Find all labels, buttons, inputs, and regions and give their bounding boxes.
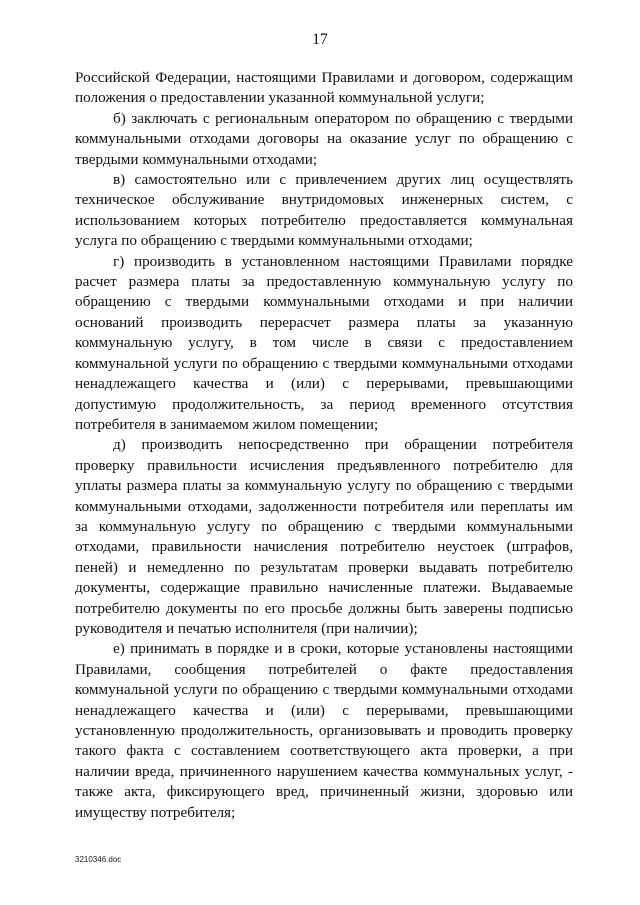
document-body: [75, 68, 573, 823]
paragraph-g: г) производить в установленном настоящими Правилами порядке расчет размера платы за предоставленную коммунальную услугу по обращению с твердыми коммунальными отходами и при наличии оснований производить перерасчет размера платы за указанную коммунальную услугу, в том числе в связи с предоставлением коммунальной услуги по обращению с твердыми коммунальными отходами ненадлежащего качества и (или) с перерывами, превышающими допустимую продолжительность, за период временного отсутствия потребителя в занимаемом жилом помещении;: [75, 252, 573, 433]
paragraph-v: в) самостоятельно или с привлечением других лиц осуществлять техническое обслуживание внутридомовых инженерных систем, с использованием которых потребителю предоставляется коммунальная услуга по обращению с твердыми коммунальными отходами;: [75, 171, 573, 250]
paragraph-d: д) производить непосредственно при обращении потребителя проверку правильности исчисления предъявленного потребителю для уплаты размера платы за коммунальную услугу по обращению с твердыми коммунальными отходами, задолженности потребителя или переплаты им за коммунальную услугу по обращению с твердыми коммунальными отходами, правильности начисления потребителю неустоек (штрафов, пеней) и немедленно по результатам проверки выдавать потребителю документы, содержащие правильно начисленные платежи. Выдаваемые потребителю документы по его просьбе должны быть заверены подписью руководителя и печатью исполнителя (при наличии);: [75, 436, 573, 637]
paragraph-continuation: Российской Федерации, настоящими Правилами и договором, содержащим положения о предоставлении указанной коммунальной услуги;: [75, 69, 573, 107]
footer-filename: 3210346.doc: [75, 855, 122, 864]
paragraph-e: е) принимать в порядке и в сроки, которые установлены настоящими Правилами, сообщения потребителей о факте предоставления коммунальной услуги по обращению с твердыми коммунальными отходами ненадлежащего качества и (или) с перерывами, превышающими установленную продолжительность, организовывать и проводить проверку такого факта с составлением соответствующего акта проверки, а при наличии вреда, причиненного нарушением качества коммунальных услуг, - также акта, фиксирующего вред, причиненный жизни, здоровью или имуществу потребителя;: [75, 640, 573, 821]
page-number: 17: [312, 31, 328, 48]
paragraph-b: б) заключать с региональным оператором по обращению с твердыми коммунальными отходами договоры на оказание услуг по обращению с твердыми коммунальными отходами;: [75, 109, 573, 168]
